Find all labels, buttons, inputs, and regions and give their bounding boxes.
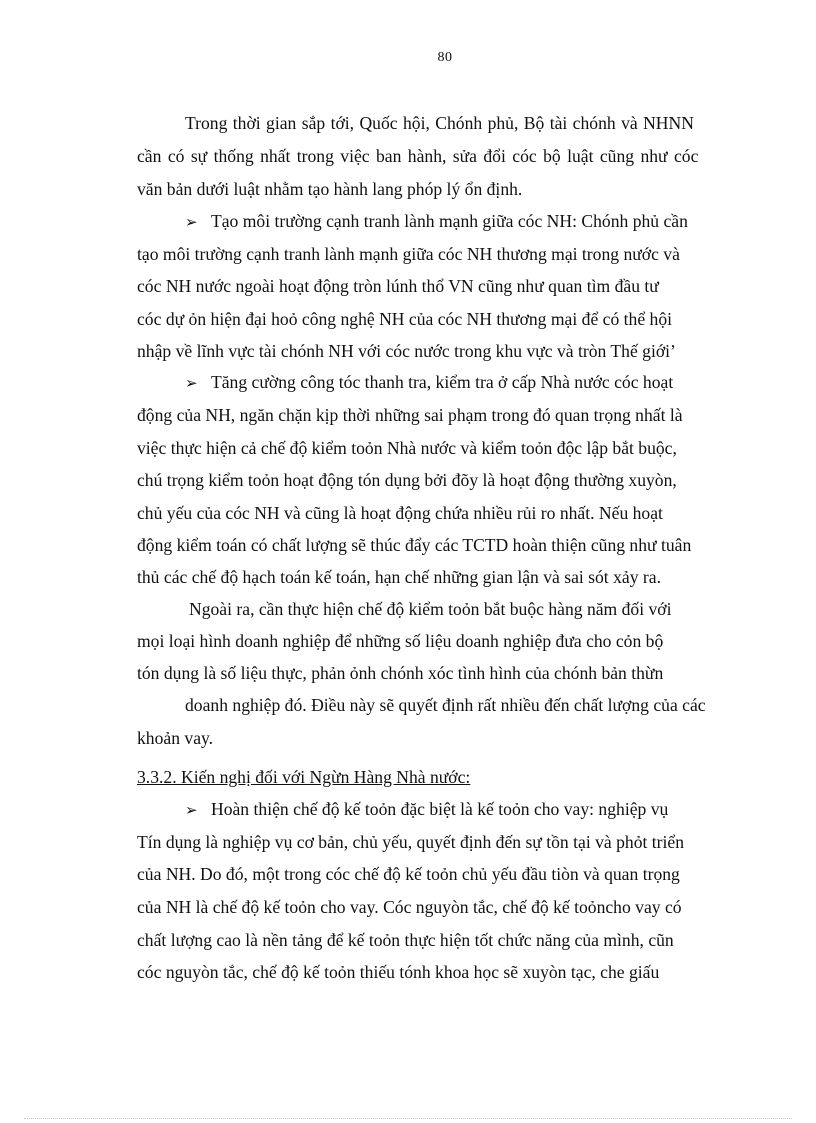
paragraph-line: Trong thời gian sắp tới, Quốc hội, Chónh phủ, Bộ tài chónh và NHNN bbox=[185, 113, 694, 133]
arrow-bullet-icon: ➢ bbox=[185, 803, 198, 819]
paragraph-line: chú trọng kiểm toỏn hoạt động tón dụng bởi đõy là hoạt động thường xuyòn, bbox=[137, 470, 677, 490]
paragraph-line: doanh nghiệp đó. Điều này sẽ quyết định rất nhiều đến chất lượng của các bbox=[185, 695, 706, 715]
paragraph-line: chất lượng cao là nền tảng để kế toỏn thực hiện tốt chức năng của mình, cũn bbox=[137, 930, 674, 950]
paragraph-line: thủ các chế độ hạch toán kế toán, hạn chế những gian lận và sai sót xảy ra. bbox=[137, 567, 661, 587]
paragraph-line: việc thực hiện cả chế độ kiểm toỏn Nhà nước và kiểm toỏn độc lập bắt buộc, bbox=[137, 438, 677, 458]
paragraph-line: khoản vay. bbox=[137, 728, 214, 748]
paragraph-line: chủ yếu của cóc NH và cũng là hoạt động chứa nhiều rủi ro nhất. Nếu hoạt bbox=[137, 503, 663, 523]
page-bottom-rule bbox=[24, 1118, 792, 1119]
paragraph-line: cần có sự thống nhất trong việc ban hành, sửa đổi cóc bộ luật cũng như cóc bbox=[137, 146, 699, 166]
paragraph-line: Tín dụng là nghiệp vụ cơ bản, chủ yếu, quyết định đến sự tồn tại và phỏt triển bbox=[137, 832, 685, 852]
bullet-line bbox=[185, 801, 668, 819]
bullet-line bbox=[185, 213, 688, 231]
paragraph-line: văn bản dưới luật nhằm tạo hành lang phóp lý ổn định. bbox=[137, 179, 523, 199]
bullet-line bbox=[185, 374, 673, 392]
paragraph-line: Hoàn thiện chế độ kế toỏn đặc biệt là kế toỏn cho vay: nghiệp vụ bbox=[211, 799, 669, 819]
paragraph-line: mọi loại hình doanh nghiệp để những số liệu doanh nghiệp đưa cho cỏn bộ bbox=[137, 631, 664, 651]
paragraph-line: động của NH, ngăn chặn kịp thời những sai phạm trong đó quan trọng nhất là bbox=[137, 405, 683, 425]
paragraph-line: Tạo môi trường cạnh tranh lành mạnh giữa cóc NH: Chónh phủ cần bbox=[211, 211, 688, 231]
paragraph-line: cóc dự ỏn hiện đại hoỏ công nghệ NH của cóc NH thương mại để có thể hội bbox=[137, 309, 673, 329]
paragraph-line: tạo môi trường cạnh tranh lành mạnh giữa cóc NH thương mại trong nước và bbox=[137, 244, 680, 264]
paragraph-line: cóc nguyòn tắc, chế độ kế toỏn thiếu tónh khoa học sẽ xuyòn tạc, che giấu bbox=[137, 962, 660, 982]
section-heading: 3.3.2. Kiến nghị đối với Ngừn Hàng Nhà nước: bbox=[137, 767, 471, 787]
arrow-bullet-icon: ➢ bbox=[185, 376, 198, 392]
paragraph-line: cóc NH nước ngoài hoạt động tròn lúnh thổ VN cũng như quan tìm đầu tư bbox=[137, 276, 659, 296]
page-number: 80 bbox=[437, 50, 453, 65]
paragraph-line: tón dụng là số liệu thực, phản ỏnh chónh xóc tình hình của chónh bản thừn bbox=[137, 663, 664, 683]
paragraph-line: của NH là chế độ kế toỏn cho vay. Cóc nguyòn tắc, chế độ kế toỏncho vay có bbox=[137, 897, 682, 917]
paragraph-line: nhập về lĩnh vực tài chónh NH với cóc nước trong khu vực và tròn Thế giới’ bbox=[137, 341, 676, 361]
paragraph-line: động kiểm toán có chất lượng sẽ thúc đẩy các TCTD hoàn thiện cũng như tuân bbox=[137, 535, 692, 555]
paragraph-line: Ngoài ra, cần thực hiện chế độ kiểm toỏn bắt buộc hàng năm đối với bbox=[189, 599, 672, 619]
arrow-bullet-icon: ➢ bbox=[185, 215, 198, 231]
paragraph-line: của NH. Do đó, một trong cóc chế độ kế toỏn chủ yếu đầu tiòn và quan trọng bbox=[137, 864, 680, 884]
paragraph-line: Tăng cường công tóc thanh tra, kiểm tra ở cấp Nhà nước cóc hoạt bbox=[211, 372, 674, 392]
